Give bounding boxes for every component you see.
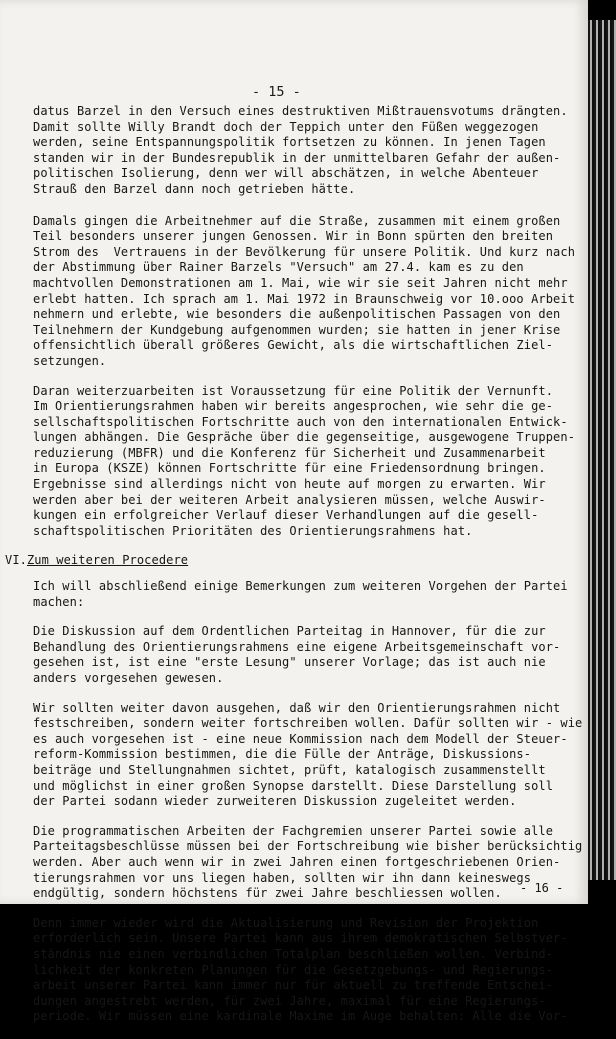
paragraph-diskussion-hannover: Die Diskussion auf dem Ordentlichen Parteitag in Hannover, für die zur Behandlung des Orientierungsrahmens eine eigene Arbeitsgemeinschaft vor- gesehen ist, ist eine "erste Lesung" unserer Vorlage; das ist auch nie anders vorgesehen gewesen. [33,624,561,685]
paragraph-vernunft: Daran weiterzuarbeiten ist Voraussetzung für eine Politik der Vernunft. Im Orientierungsrahmen haben wir bereits angesprochen, wie sehr die ge- sellschaftspolitischen Fortschritte auch von den internationalen Entwick- lungen abhängen. Die Gespräche über die gegenseitige, ausgewogene Truppen- reduzierung (MBFR) und die Konferenz für Sicherheit und Zusammenarbeit in Europa (KSZE) können Fortschritte für eine Friedensordnung bringen. Ergebnisse sind allerdings nicht von heute auf morgen zu erwarten. Wir werden aber bei der weiteren Arbeit analysieren müssen, welche Auswir- kungen ein erfolgreicher Verlauf dieser Verhandlungen auf die gesell- schaftspolitischen Prioritäten des Orientierungsrahmens hat. [33,383,576,538]
paragraph-fortschreiben: Wir sollten weiter davon ausgehen, daß wir den Orientierungsrahmen nicht festschreiben, sondern weiter fortschreiben wollen. Dafür sollten wir - wie es auch vorgesehen ist - eine neue Kommission nach dem Modell der Steuer- reform-Kommission bestimmen, die die Fülle der Anträge, Diskussions- beiträge und Stellungnahmen sichtet, prüft, katalogisch zusammenstellt und möglichst in einer großen Synopse darstellt. Diese Darstellung soll der Partei sodann wieder zurweiteren Diskussion zugeleitet werden. [33,700,583,809]
section-title: Zum weiteren Procedere [26,553,189,568]
section-number: VI. [5,553,27,568]
next-page-marker: - 16 - [520,881,564,895]
document-body [5,104,583,1039]
paragraph-barzel: datus Barzel in den Versuch eines destruktiven Mißtrauensvotums drängten. Damit sollte Willy Brandt doch der Teppich unter den Füßen weggezogen werden, seine Entspannungspolitik fortsetzen zu können. In jenen Tagen standen wir in der Bundesrepublik in der unmittelbaren Gefahr der außen- politischen Isolierung, denn wer will abschätzen, in welche Abenteuer Strauß den Barzel dann noch getrieben hätte. [33,104,568,196]
stacked-pages-edge [588,20,616,880]
paragraph-arbeitnehmer: Damals gingen die Arbeitnehmer auf die Straße, zusammen mit einem großen Teil besonders unserer jungen Genossen. Wir in Bonn spürten den breiten Strom des Vertrauens in der Bevölkerung für unsere Politik. Und kurz nach der Abstimmung über Rainer Barzels "Versuch" am 27.4. kam es zu den machtvollen Demonstrationen am 1. Mai, wie wir sie seit Jahren nicht mehr erlebt hatten. Ich sprach am 1. Mai 1972 in Braunschweig vor 10.ooo Arbeit nehmern und erlebte, wie besonders die außenpolitischen Passagen von den Teilnehmern der Kundgebung aufgenommen wurden; sie hatten in jener Krise offensichtlich überall größeres Gewicht, als die wirtschaftlichen Ziel- setzungen. [33,213,576,368]
paragraph-revision: Denn immer wieder wird die Aktualisierung und Revision der Projektion erforderlich sein. Unsere Partei kann aus ihrem demokratischen Selbstver- ständnis nie einen verbindlichen Totalplan beschließen wollen. Verbind- lichkeit der konkreten Planungen für die Gesetzgebungs- und Regierungs- arbeit unserer Partei kann immer nur für aktuell zu treffende Entschei- dungen angestrebt werden, für zwei Jahre, maximal für eine Regierungs- periode. Wir müssen eine kardinale Maxime im Auge behalten: Alle die Vor- [33,915,568,1024]
paragraph-fachgremien: Die programmatischen Arbeiten der Fachgremien unserer Partei sowie alle Parteitagsbeschlüsse müssen bei der Fortschreibung wie bisher berücksichtig werden. Aber auch wenn wir in zwei Jahren einen fortgeschriebenen Orien- tierungsrahmen vor uns liegen haben, sollten wir ihn dann keineswegs endgültig, sondern höchstens für zwei Jahre beschliessen wollen. [33,823,583,901]
paragraph-bemerkungen: Ich will abschließend einige Bemerkungen zum weiteren Vorgehen der Partei machen: [33,579,568,609]
section-heading [5,553,553,569]
page-number: - 15 - [252,84,301,100]
